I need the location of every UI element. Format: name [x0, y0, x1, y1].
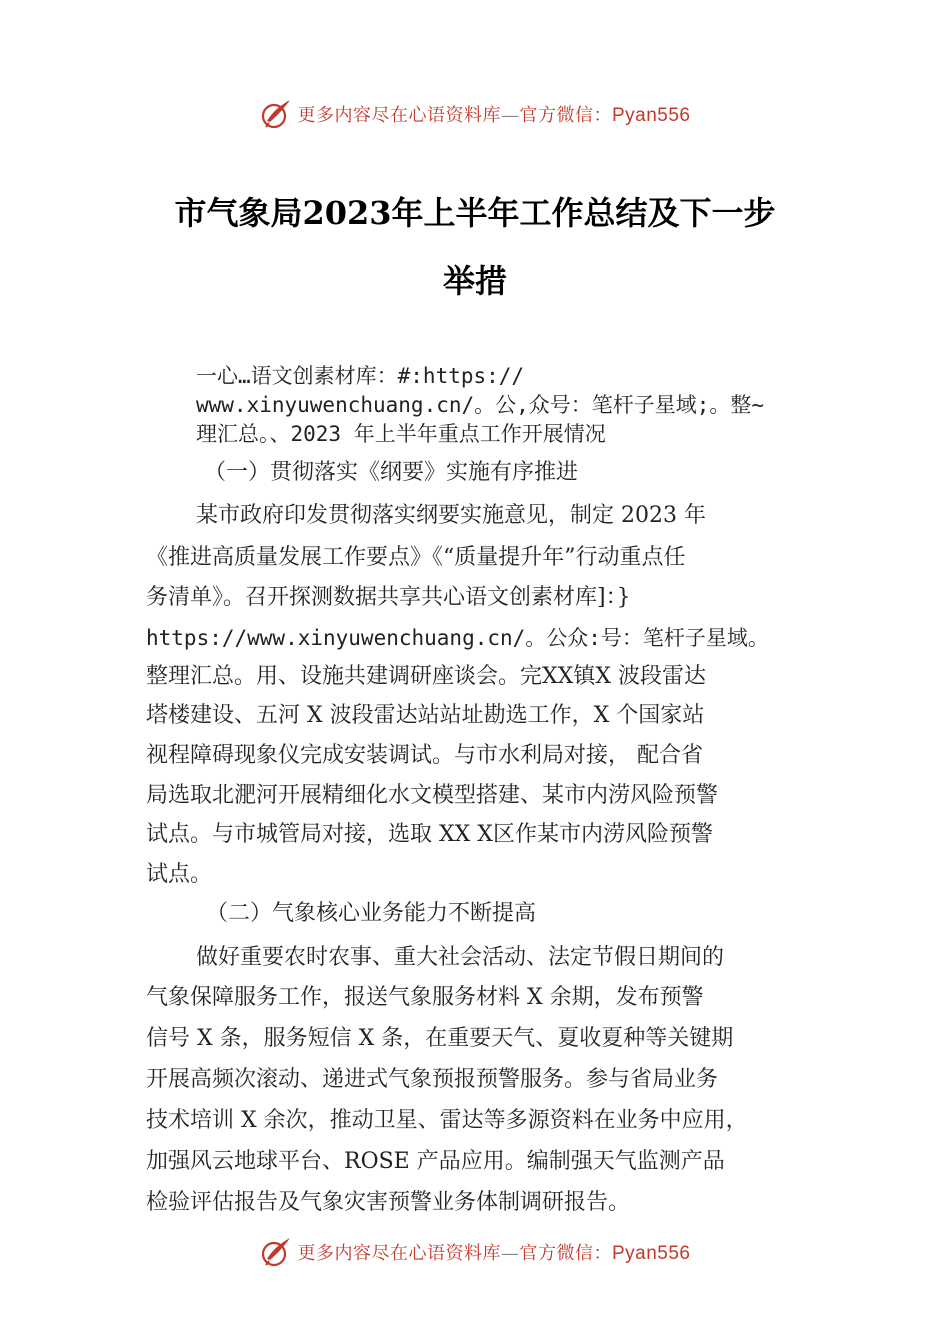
header-banner	[0, 94, 950, 134]
intro-line: 理汇总。、2023 年上半年重点工作开展情况	[196, 422, 606, 446]
quill-logo-icon	[259, 97, 293, 131]
paragraph-line: 加强风云地球平台、ROSE 产品应用。编制强天气监测产品	[146, 1149, 725, 1174]
paragraph-line: 气象保障服务工作，报送气象服务材料 X 余期，发布预警	[146, 985, 704, 1010]
paragraph-line: https://www.xinyuwenchuang.cn/。公众:号：笔杆子星域。	[146, 626, 769, 650]
banner-text: 更多内容尽在心语资料库—官方微信：Pyan556	[297, 105, 691, 126]
paragraph-line: 整理汇总。用、设施共建调研座谈会。完XX镇X 波段雷达	[146, 664, 706, 689]
banner-text: 更多内容尽在心语资料库—官方微信：Pyan556	[297, 1243, 691, 1264]
intro-line: www.xinyuwenchuang.cn/。公,众号：笔杆子星域;。整~	[196, 393, 765, 417]
paragraph-line: 局选取北淝河开展精细化水文模型搭建、某市内涝风险预警	[146, 783, 719, 808]
footer-banner	[0, 1232, 950, 1272]
paragraph-line: 试点。与市城管局对接，选取 XX X区作某市内涝风险预警	[146, 822, 713, 847]
wechat-id: Pyan556	[611, 105, 691, 126]
section-heading: （一）贯彻落实《纲要》实施有序推进	[204, 460, 579, 485]
paragraph-line: 务清单》。召开探测数据共享共心语文创素材库]：}	[146, 585, 631, 610]
intro-line: 一心…语文创素材库：#:https://	[196, 364, 525, 388]
paragraph-line: 做好重要农时农事、重大社会活动、法定节假日期间的	[196, 945, 725, 970]
paragraph-line: 视程障碍现象仪完成安装调试。与市水利局对接， 配合省	[146, 743, 703, 768]
paragraph-line: 某市政府印发贯彻落实纲要实施意见，制定 2023 年	[196, 503, 706, 528]
quill-logo-icon	[259, 1235, 293, 1269]
wechat-id: Pyan556	[611, 1243, 691, 1264]
paragraph-line: 信号 X 条，服务短信 X 条，在重要天气、夏收夏种等关键期	[146, 1026, 734, 1051]
section-heading: （二）气象核心业务能力不断提高	[206, 901, 537, 926]
document-title: 市气象局2023年上半年工作总结及下一步	[174, 194, 776, 232]
paragraph-line: 塔楼建设、五河 X 波段雷达站站址勘选工作，X 个国家站	[146, 703, 705, 728]
paragraph-line: 检验评估报告及气象灾害预警业务体制调研报告。	[146, 1190, 631, 1215]
paragraph-line: 《推进高质量发展工作要点》《“质量提升年”行动重点任	[146, 545, 686, 570]
paragraph-line: 技术培训 X 余次，推动卫星、雷达等多源资料在业务中应用，	[146, 1108, 748, 1133]
document-title-continued: 举措	[442, 262, 507, 300]
paragraph-line: 开展高频次滚动、递进式气象预报预警服务。参与省局业务	[146, 1067, 719, 1092]
paragraph-line: 试点。	[146, 862, 213, 887]
